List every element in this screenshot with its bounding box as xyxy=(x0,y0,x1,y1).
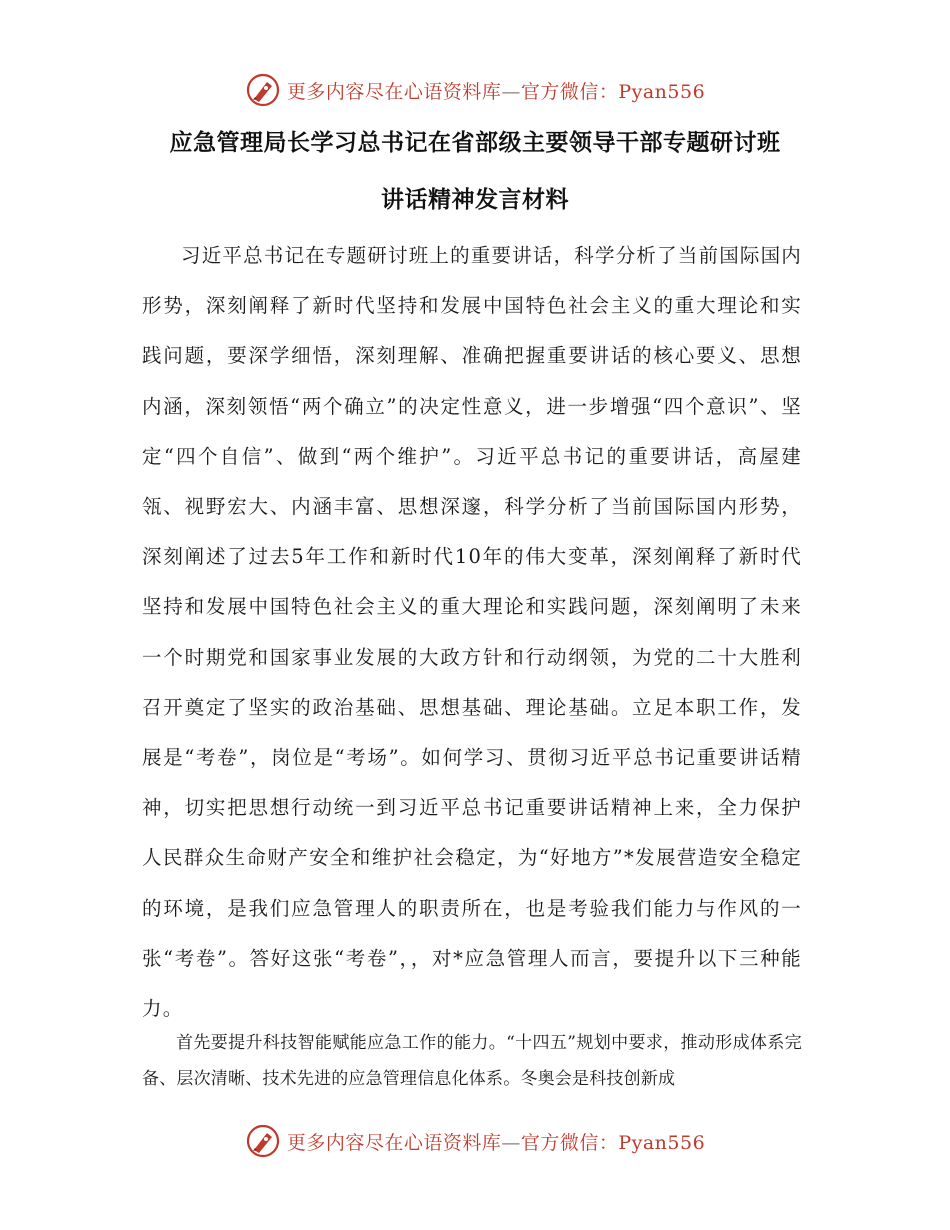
header-separator: — xyxy=(501,80,521,103)
footer-banner xyxy=(0,1121,950,1161)
pen-nib-logo-icon xyxy=(245,72,281,108)
footer-brand-text: 更多内容尽在心语资料库 xyxy=(286,1131,502,1154)
footer-banner-text xyxy=(287,1128,705,1155)
header-banner xyxy=(0,70,950,110)
footer-contact-text: 官方微信：Pyan556 xyxy=(520,1131,706,1154)
footer-separator: — xyxy=(501,1131,521,1154)
header-contact-text: 官方微信：Pyan556 xyxy=(520,80,706,103)
body-paragraph-1: 习近平总书记在专题研讨班上的重要讲话，科学分析了当前国际国内形势，深刻阐释了新时代坚持和发展中国特色社会主义的重大理论和实践问题，要深学细悟，深刻理解、准确把握重要讲话的核心要义、思想内涵，深刻领悟“两个确立”的决定性意义，进一步增强“四个意识”、坚定“四个自信”、做到“两个维护”。习近平总书记的重要讲话，高屋建瓴、视野宏大、内涵丰富、思想深邃，科学分析了当前国际国内形势，深刻阐述了过去5年工作和新时代10年的伟大变革，深刻阐释了新时代坚持和发展中国特色社会主义的重大理论和实践问题，深刻阐明了未来一个时期党和国家事业发展的大政方针和行动纲领，为党的二十大胜利召开奠定了坚实的政治基础、思想基础、理论基础。立足本职工作，发展是“考卷”，岗位是“考场”。如何学习、贯彻习近平总书记重要讲话精神，切实把思想行动统一到习近平总书记重要讲话精神上来，全力保护人民群众生命财产安全和维护社会稳定，为“好地方”*发展营造安全稳定的环境，是我们应急管理人的职责所在，也是考验我们能力与作风的一张“考卷”。答好这张“考卷”，，对*应急管理人而言，要提升以下三种能力。 xyxy=(142,244,803,1021)
document-title-line-1: 应急管理局长学习总书记在省部级主要领导干部专题研讨班 xyxy=(169,130,781,156)
header-brand-text: 更多内容尽在心语资料库 xyxy=(286,80,502,103)
pen-nib-logo-icon xyxy=(245,1123,281,1159)
document-title-line-2: 讲话精神发言材料 xyxy=(381,187,569,213)
body-paragraph-2: 首先要提升科技智能赋能应急工作的能力。“十四五”规划中要求，推动形成体系完备、层次清晰、技术先进的应急管理信息化体系。冬奥会是科技创新成 xyxy=(142,1033,802,1089)
header-banner-text xyxy=(287,77,705,104)
